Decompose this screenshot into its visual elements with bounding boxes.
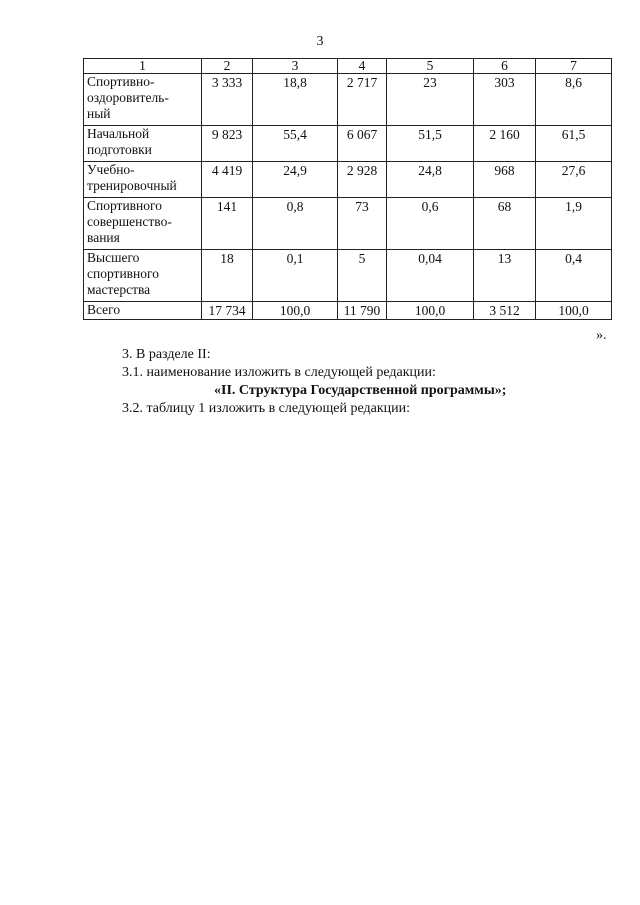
table-cell: 303: [474, 74, 536, 126]
table-cell: 11 790: [338, 302, 387, 320]
table-cell: 17 734: [202, 302, 253, 320]
table-row: [84, 74, 612, 126]
page-number: 3: [316, 34, 324, 49]
table-cell: 4 419: [202, 162, 253, 198]
table-cell: 1,9: [536, 198, 612, 250]
table-cell: 0,4: [536, 250, 612, 302]
table-cell: 100,0: [536, 302, 612, 320]
paragraph-section-3-2: 3.2. таблицу 1 изложить в следующей редакции:: [122, 401, 411, 416]
row-label: Начальной подготовки: [87, 126, 152, 157]
table-cell: 2 717: [338, 74, 387, 126]
column-header: 4: [338, 59, 387, 74]
table-cell: 3 333: [202, 74, 253, 126]
table-cell: 3 512: [474, 302, 536, 320]
table-cell: 9 823: [202, 126, 253, 162]
table-cell: 2 160: [474, 126, 536, 162]
table-cell: 8,6: [536, 74, 612, 126]
sports-table: [83, 58, 612, 320]
table-cell: 968: [474, 162, 536, 198]
table-cell: 73: [338, 198, 387, 250]
table-cell: 6 067: [338, 126, 387, 162]
table-cell: 141: [202, 198, 253, 250]
table-row: [84, 198, 612, 250]
table-cell: 13: [474, 250, 536, 302]
section-heading-quote: «II. Структура Государственной программы»;: [214, 383, 507, 398]
table-cell: 61,5: [536, 126, 612, 162]
table-row: [84, 162, 612, 198]
column-header: 3: [253, 59, 338, 74]
table-cell: 0,04: [387, 250, 474, 302]
table-cell: 24,8: [387, 162, 474, 198]
table-cell: 51,5: [387, 126, 474, 162]
table-cell: 18: [202, 250, 253, 302]
table-cell: 68: [474, 198, 536, 250]
table-cell: 0,6: [387, 198, 474, 250]
table-cell: 100,0: [253, 302, 338, 320]
column-header: 5: [387, 59, 474, 74]
table-cell: 0,8: [253, 198, 338, 250]
closing-quote-mark: ».: [596, 328, 607, 343]
table-cell: 5: [338, 250, 387, 302]
row-label: Высшего спортивного мастерства: [87, 250, 159, 297]
table-cell: 0,1: [253, 250, 338, 302]
column-header: 7: [536, 59, 612, 74]
column-header: 2: [202, 59, 253, 74]
table-cell: 18,8: [253, 74, 338, 126]
table-cell: 27,6: [536, 162, 612, 198]
paragraph-section-3: 3. В разделе II:: [122, 347, 211, 362]
row-label: Всего: [87, 302, 121, 317]
table-cell: 2 928: [338, 162, 387, 198]
table-row: [84, 250, 612, 302]
column-header: 1: [84, 59, 202, 74]
table-cell: 100,0: [387, 302, 474, 320]
row-label: Учебно- тренировочный: [87, 162, 177, 193]
column-header: 6: [474, 59, 536, 74]
table-total-row: [84, 302, 612, 320]
table-cell: 24,9: [253, 162, 338, 198]
table-row: [84, 126, 612, 162]
row-label: Спортивно- оздоровитель- ный: [87, 74, 169, 121]
paragraph-section-3-1: 3.1. наименование изложить в следующей редакции:: [122, 365, 436, 380]
table-cell: 23: [387, 74, 474, 126]
table-header-row: [84, 59, 612, 74]
table-cell: 55,4: [253, 126, 338, 162]
row-label: Спортивного совершенство- вания: [87, 198, 172, 245]
